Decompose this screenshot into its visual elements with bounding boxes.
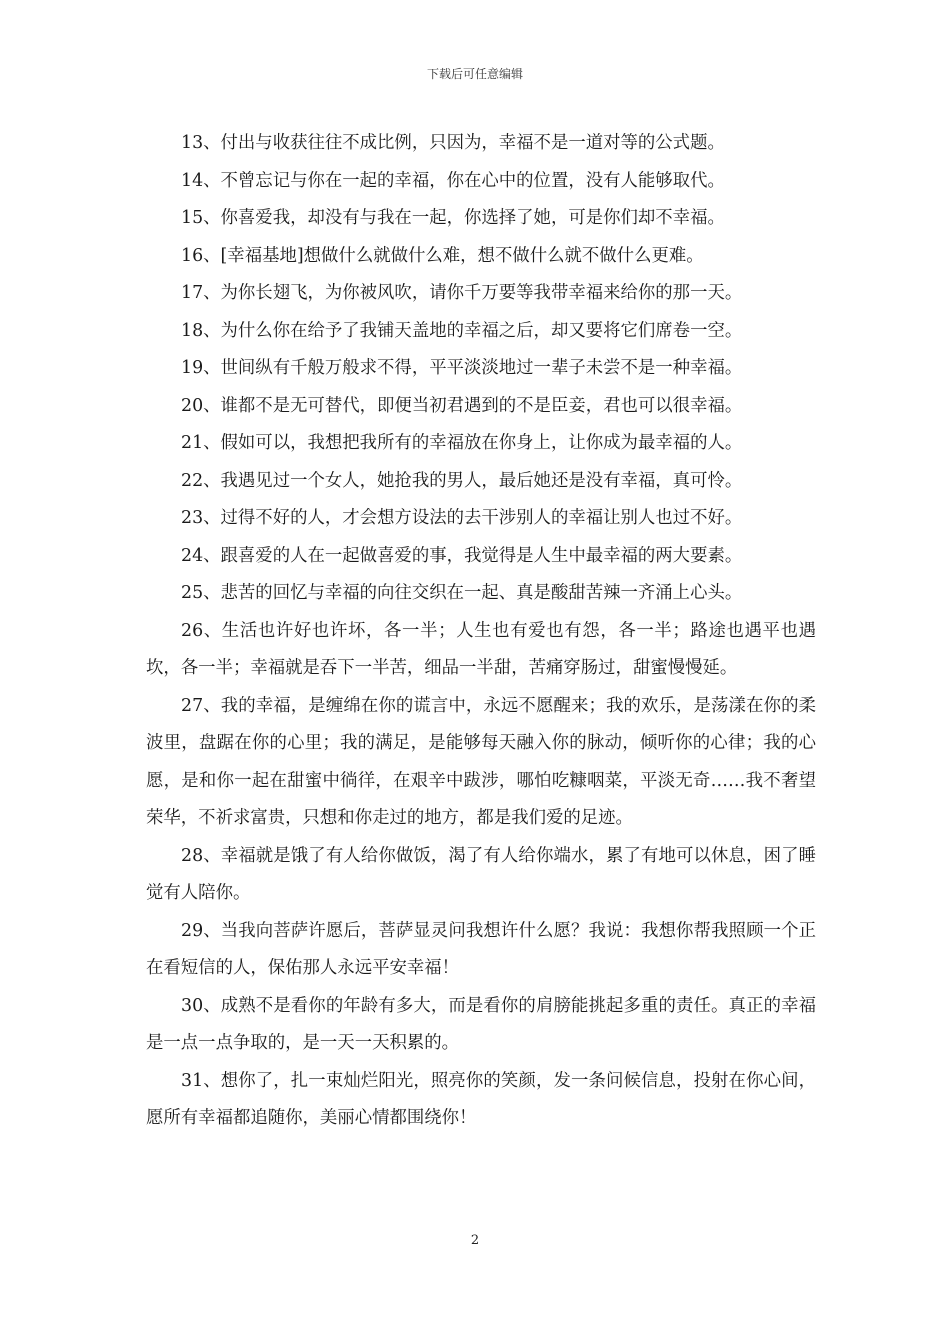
document-body xyxy=(146,125,816,1138)
paragraph-23: 23、过得不好的人，才会想方设法的去干涉别人的幸福让别人也过不好。 xyxy=(181,508,743,528)
page-number: 2 xyxy=(470,1233,480,1248)
paragraph-30: 30、成熟不是看你的年龄有多大，而是看你的肩膀能挑起多重的责任。真正的幸福是一点一点争取的，是一天一天积累的。 xyxy=(146,995,816,1053)
paragraph-22: 22、我遇见过一个女人，她抢我的男人，最后她还是没有幸福，真可怜。 xyxy=(181,470,743,491)
paragraph-21: 21、假如可以，我想把我所有的幸福放在你身上，让你成为最幸福的人。 xyxy=(181,433,743,453)
paragraph-18: 18、为什么你在给予了我铺天盖地的幸福之后，却又要将它们席卷一空。 xyxy=(181,320,743,341)
paragraph-14: 14、不曾忘记与你在一起的幸福，你在心中的位置，没有人能够取代。 xyxy=(181,170,725,191)
page-header: 下载后可任意编辑 xyxy=(426,67,523,81)
paragraph-16: 16、[幸福基地]想做什么就做什么难，想不做什么就不做什么更难。 xyxy=(181,245,704,266)
paragraph-19: 19、世间纵有千般万般求不得，平平淡淡地过一辈子未尝不是一种幸福。 xyxy=(181,358,743,378)
paragraph-13: 13、付出与收获往往不成比例，只因为，幸福不是一道对等的公式题。 xyxy=(181,133,725,153)
paragraph-31: 31、想你了，扎一束灿烂阳光，照亮你的笑颜，发一条问候信息，投射在你心间，愿所有幸福都追随你，美丽心情都围绕你！ xyxy=(146,1070,816,1128)
paragraph-28: 28、幸福就是饿了有人给你做饭，渴了有人给你端水，累了有地可以休息，困了睡觉有人陪你。 xyxy=(146,845,816,903)
paragraph-20: 20、谁都不是无可替代，即便当初君遇到的不是臣妾，君也可以很幸福。 xyxy=(181,395,743,416)
paragraph-15: 15、你喜爱我，却没有与我在一起，你选择了她，可是你们却不幸福。 xyxy=(181,208,725,228)
paragraph-26: 26、生活也许好也许坏，各一半；人生也有爱也有怨，各一半；路途也遇平也遇坎，各一半；幸福就是吞下一半苦，细品一半甜，苦痛穿肠过，甜蜜慢慢延。 xyxy=(146,620,816,678)
paragraph-27: 27、我的幸福，是缠绵在你的谎言中，永远不愿醒来；我的欢乐，是荡漾在你的柔波里，盘踞在你的心里；我的满足，是能够每天融入你的脉动，倾听你的心律；我的心愿，是和你一起在甜蜜中徜徉，在艰辛中跋涉，哪怕吃糠咽菜，平淡无奇……我不奢望荣华，不祈求富贵，只想和你走过的地方，都是我们爱的足迹。 xyxy=(146,695,816,828)
paragraph-25: 25、悲苦的回忆与幸福的向往交织在一起、真是酸甜苦辣一齐涌上心头。 xyxy=(181,583,743,603)
paragraph-17: 17、为你长翅飞，为你被风吹，请你千万要等我带幸福来给你的那一天。 xyxy=(181,283,743,303)
paragraph-29: 29、当我向菩萨许愿后，菩萨显灵问我想许什么愿？我说：我想你帮我照顾一个正在看短信的人，保佑那人永远平安幸福！ xyxy=(146,920,816,978)
paragraph-24: 24、跟喜爱的人在一起做喜爱的事，我觉得是人生中最幸福的两大要素。 xyxy=(181,545,743,566)
